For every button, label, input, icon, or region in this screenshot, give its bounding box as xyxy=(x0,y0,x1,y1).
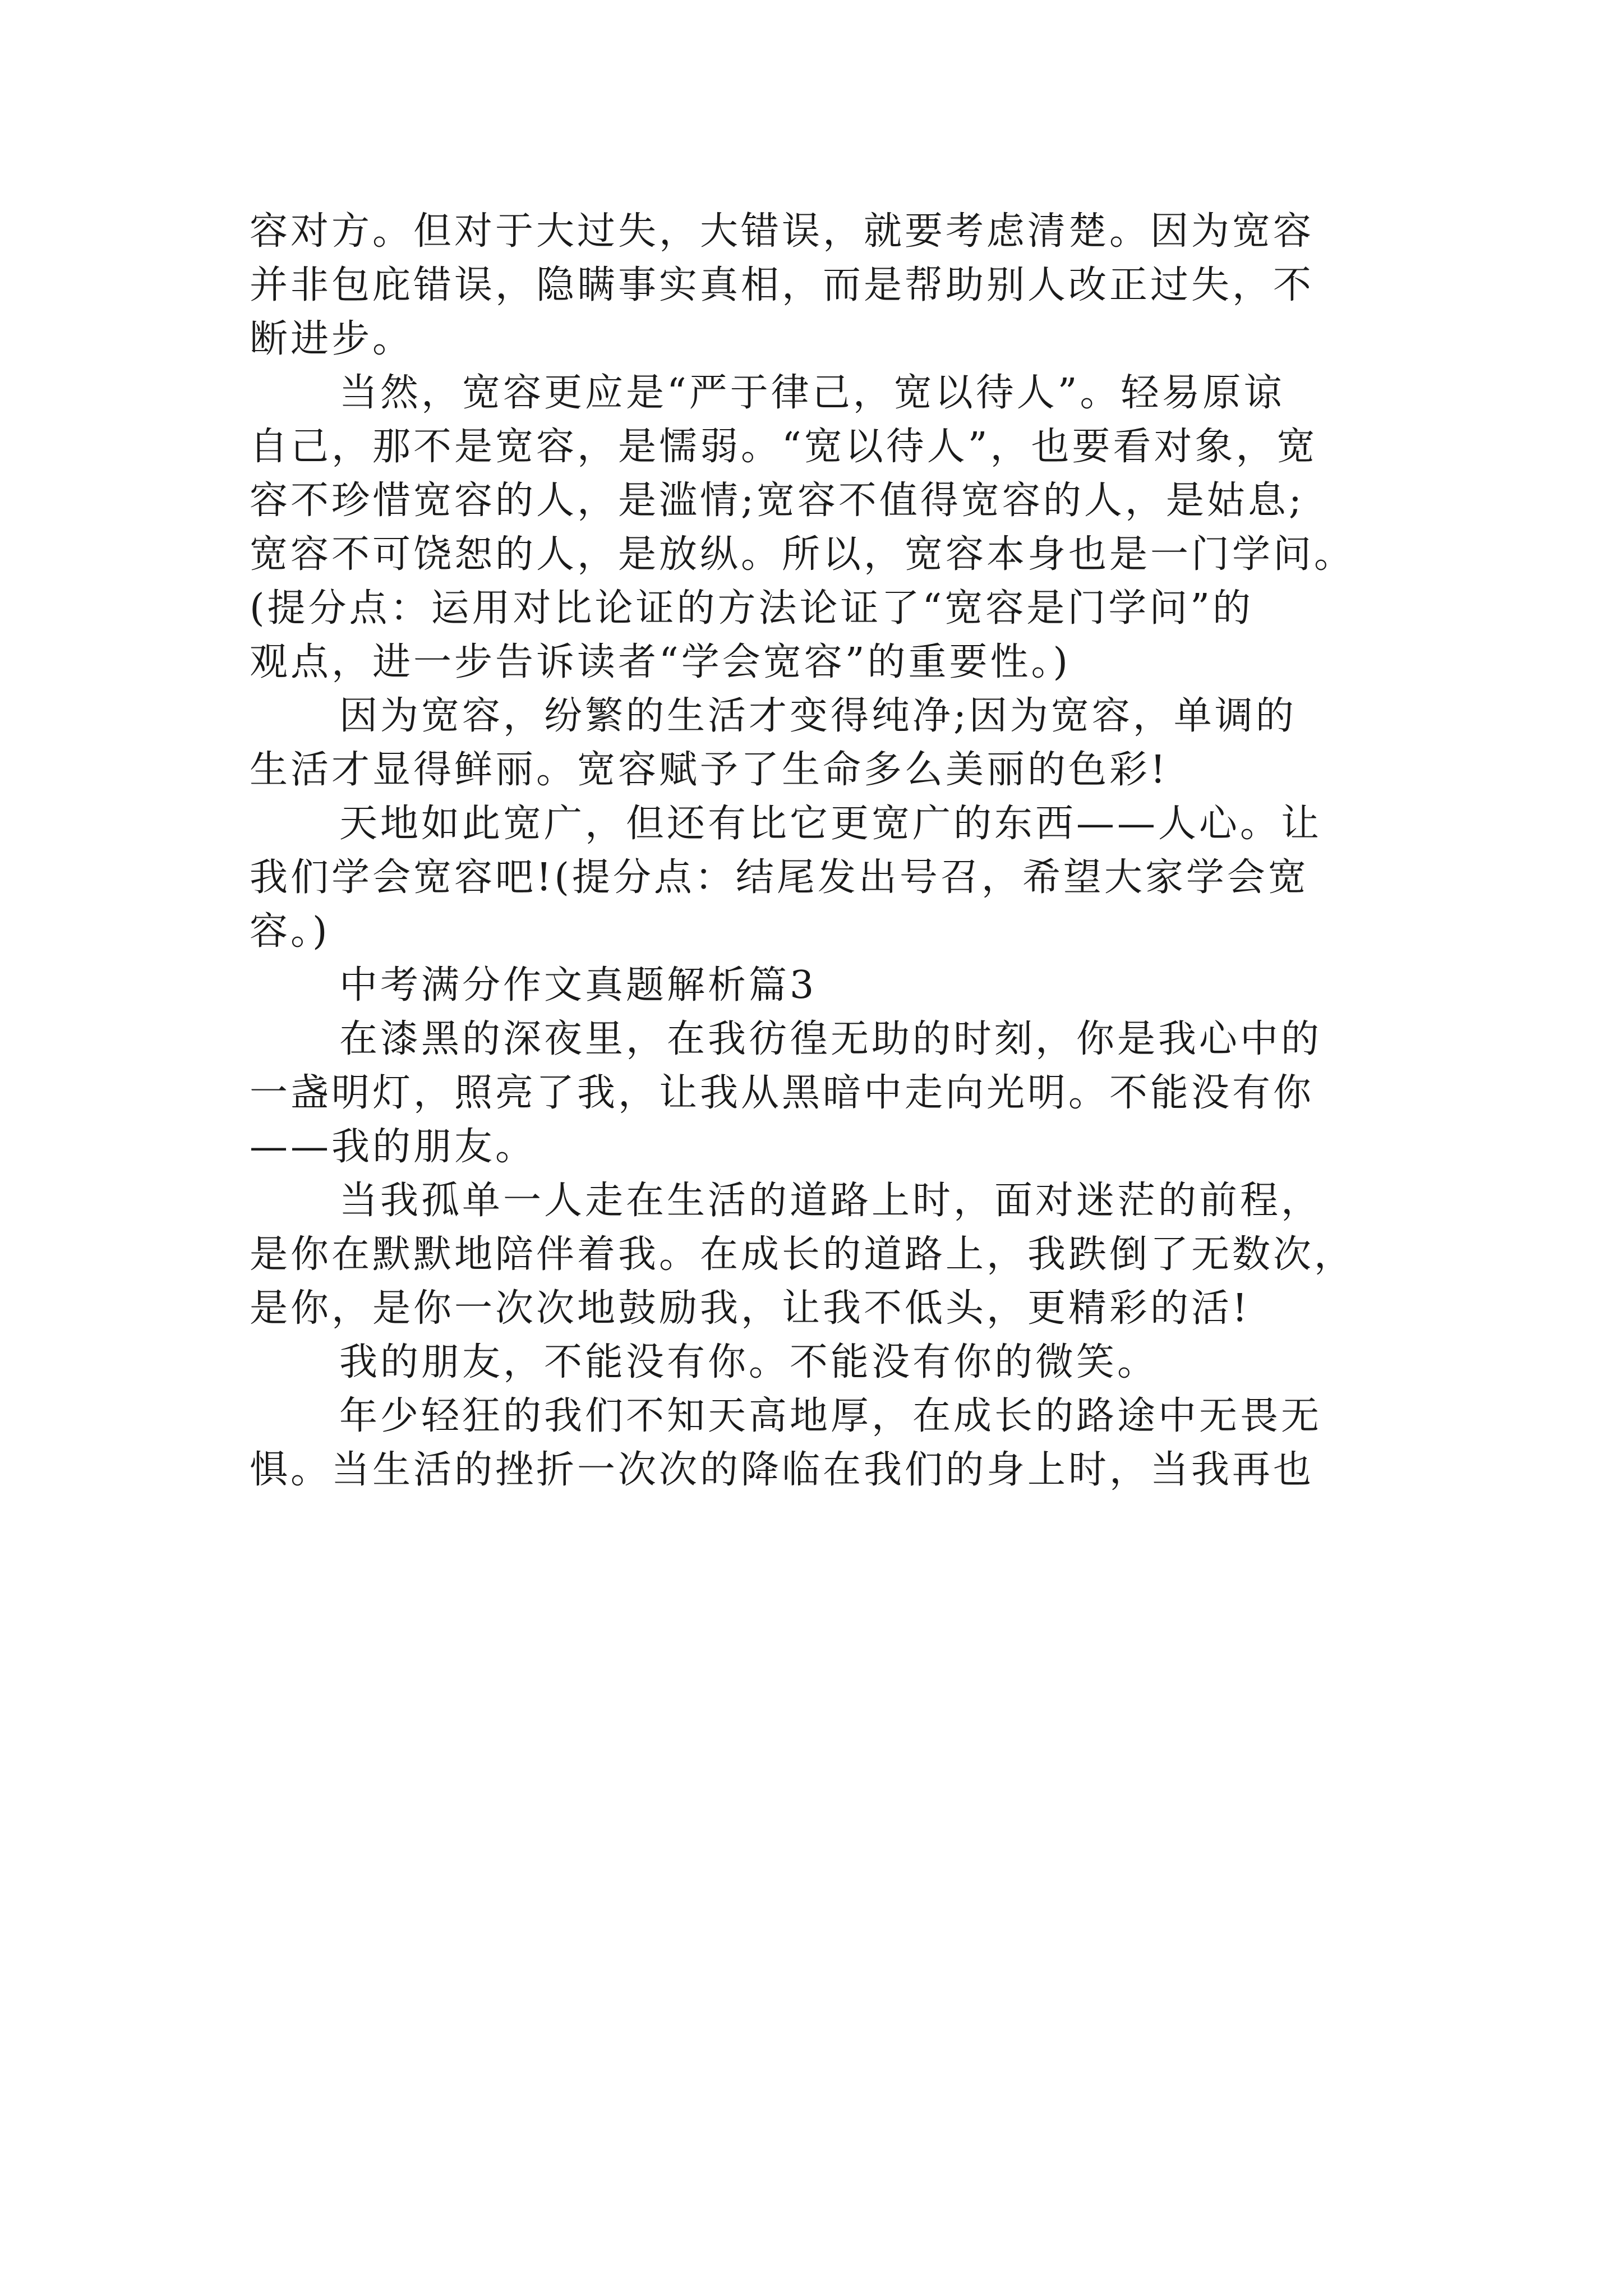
text-line: 因为宽容，纷繁的生活才变得纯净;因为宽容，单调的 xyxy=(339,694,1297,738)
paragraph xyxy=(250,689,1394,797)
text-line: 惧。当生活的挫折一次次的降临在我们的身上时，当我再也 xyxy=(250,1448,1315,1492)
paragraph xyxy=(250,1389,1394,1497)
text-line: 是你，是你一次次地鼓励我，让我不低头，更精彩的活! xyxy=(250,1286,1251,1331)
text-line: 当然，宽容更应是“严于律己，宽以待人”。轻易原谅 xyxy=(339,371,1285,415)
text-line: 天地如此宽广，但还有比它更宽广的东西——人心。让 xyxy=(339,802,1322,846)
paragraph xyxy=(250,797,1394,959)
text-line: 观点，进一步告诉读者“学会宽容”的重要性。) xyxy=(250,640,1071,684)
text-line: ——我的朋友。 xyxy=(250,1125,537,1169)
paragraph xyxy=(250,205,1394,366)
text-line: 年少轻狂的我们不知天高地厚，在成长的路途中无畏无 xyxy=(339,1394,1322,1438)
text-line: 我们学会宽容吧!(提分点：结尾发出号召，希望大家学会宽 xyxy=(250,855,1309,900)
text-line: 自己，那不是宽容，是懦弱。“宽以待人”，也要看对象，宽 xyxy=(250,425,1318,469)
text-line: 生活才显得鲜丽。宽容赋予了生命多么美丽的色彩! xyxy=(250,748,1169,792)
text-line: 宽容不可饶恕的人，是放纵。所以，宽容本身也是一门学问。 xyxy=(250,532,1355,577)
text-line: 容。) xyxy=(250,909,330,954)
text-line: 在漆黑的深夜里，在我彷徨无助的时刻，你是我心中的 xyxy=(339,1017,1322,1061)
text-line: 当我孤单一人走在生活的道路上时，面对迷茫的前程， xyxy=(339,1179,1322,1223)
section-heading xyxy=(250,959,1394,1013)
paragraph xyxy=(250,366,1394,689)
text-line: (提分点：运用对比论证的方法论证了“宽容是门学问”的 xyxy=(250,586,1254,631)
text-line: 并非包庇错误，隐瞒事实真相，而是帮助别人改正过失，不 xyxy=(250,263,1315,307)
text-line: 断进步。 xyxy=(250,317,414,361)
text-line: 容不珍惜宽容的人，是滥情;宽容不值得宽容的人，是姑息; xyxy=(250,478,1304,523)
paragraph xyxy=(250,1336,1394,1389)
paragraph xyxy=(250,1174,1394,1336)
paragraph xyxy=(250,1013,1394,1174)
text-line: 容对方。但对于大过失，大错误，就要考虑清楚。因为宽容 xyxy=(250,209,1315,254)
heading-text: 中考满分作文真题解析篇3 xyxy=(339,963,817,1007)
document-body xyxy=(250,205,1394,1497)
text-line: 一盏明灯，照亮了我，让我从黑暗中走向光明。不能没有你 xyxy=(250,1071,1315,1115)
text-line: 我的朋友，不能没有你。不能没有你的微笑。 xyxy=(339,1340,1159,1384)
text-line: 是你在默默地陪伴着我。在成长的道路上，我跌倒了无数次， xyxy=(250,1232,1355,1277)
